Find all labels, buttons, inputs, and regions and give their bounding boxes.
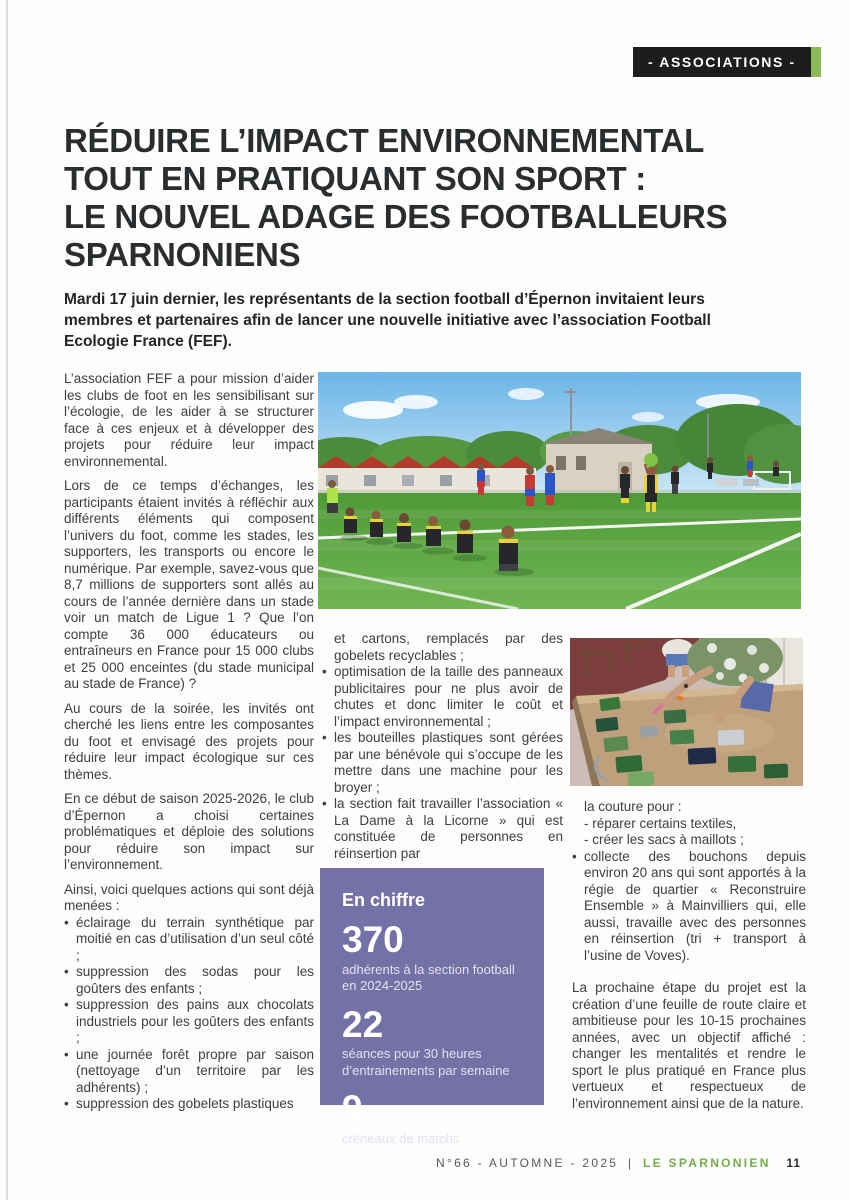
actions-list — [322, 664, 563, 862]
article-title-line: LE NOUVEL ADAGE DES FOOTBALLEURS — [64, 198, 728, 235]
football-match-photo — [318, 372, 801, 609]
list-item: • éclairage du terrain synthétique par moitié en cas d’utilisation d’un seul côté ; — [64, 915, 314, 965]
actions-list — [64, 915, 314, 1113]
stat-item — [342, 1090, 528, 1147]
paragraph: Lors de ce temps d’échanges, les participants étaient invités à réfléchir aux différents éléments qui composent l’univers du foot, comme les stades, les supporters, les transports ou encore le numérique. Par exemple, savez-vous que 8,7 millions de supporters sont allés au cours de l’année dernière dans un stade voir un match de Ligue 1 ? Que l’on compte 36 000 éducateurs ou entraîneurs en France pour 15 000 clubs et 25 000 enceintes (du stade municipal au stade de France) ? — [64, 478, 314, 691]
column-right — [572, 799, 806, 1112]
article-title-line: TOUT EN PRATIQUANT SON SPORT : — [64, 160, 646, 197]
column-left — [64, 371, 314, 1113]
section-badge-label: - ASSOCIATIONS - — [633, 47, 811, 77]
list-item: • suppression des gobelets plastiques — [64, 1096, 314, 1113]
paragraph: L’association FEF a pour mission d’aider les clubs de foot en les sensibilisant sur l’écologie, de les aider à se structurer face à ces enjeux et à développer des projets pour réduire leur impact environnemental. — [64, 371, 314, 469]
football-match-photo-illustration — [318, 372, 801, 609]
workshop-photo-illustration — [570, 638, 803, 786]
stats-box — [320, 868, 544, 1147]
workshop-photo — [570, 638, 803, 786]
section-badge-accent — [811, 47, 821, 77]
list-item: • suppression des sodas pour les goûters des enfants ; — [64, 964, 314, 997]
stat-value: 370 — [342, 919, 404, 960]
paragraph: En ce début de saison 2025-2026, le club d’Épernon a choisi certaines problématiques et déploie des solutions pour réduire son impact sur l’environnement. — [64, 791, 314, 872]
page-footer — [436, 1156, 801, 1170]
list-item: • les bouteilles plastiques sont gérées par une bénévole qui s’occupe de les mettre dans une machine pour les broyer ; — [322, 730, 563, 796]
paragraph-continuation: la couture pour : — [584, 799, 682, 814]
stat-label: séances pour 30 heures d’entrainements par semaine — [342, 1046, 510, 1078]
paragraph: Ainsi, voici quelques actions qui sont déjà menées : — [64, 881, 314, 913]
article-title — [64, 122, 774, 274]
footer-page-number: 11 — [786, 1156, 801, 1170]
footer-separator: | — [627, 1156, 634, 1170]
actions-list — [572, 849, 806, 965]
article-title-line: RÉDUIRE L’IMPACT ENVIRONNEMENTAL — [64, 122, 705, 159]
list-item: • collecte des bouchons depuis environ 20 ans qui sont apportés à la régie de quartier « Reconstruire Ensemble » à Mainvilliers qui, elle aussi, travaille avec des personnes en réinsertion (tri + transport à l’usine de Voves). — [572, 849, 806, 965]
paragraph: Au cours de la soirée, les invités ont cherché les liens entre les composantes du foot et envisagé des projets pour réduire leur impact écologique sur ces thèmes. — [64, 700, 314, 782]
stat-value: 9 — [342, 1088, 363, 1130]
article-intro: Mardi 17 juin dernier, les représentants de la section football d’Épernon invitaient leurs membres et partenaires afin de lancer une nouvelle initiative avec l’association Football Ecologie France (FEF). — [64, 291, 711, 350]
stat-item — [342, 1003, 528, 1080]
sub-item: - réparer certains textiles, — [584, 815, 737, 831]
page-edge-line — [6, 0, 8, 1200]
paragraph-continuation: et cartons, remplacés par des gobelets recyclables ; — [334, 631, 563, 663]
stat-label: créneaux de matchs — [342, 1131, 460, 1147]
list-item: • suppression des pains aux chocolats industriels pour les goûters des enfants ; — [64, 997, 314, 1047]
list-item: • optimisation de la taille des panneaux publicitaires pour ne plus avoir de chutes et donc limiter le coût et l’impact environnemental ; — [322, 664, 563, 730]
paragraph: La prochaine étape du projet est la création d’une feuille de route claire et ambitieuse pour les 10-15 prochaines années, avec un objectif affiché : changer les mentalités et rendre le sport le plus pratiqué en France plus vertueux et respectueux de l’environnement ainsi que de la nature. — [572, 980, 806, 1111]
stat-label: adhérents à la section football en 2024-2025 — [342, 961, 515, 994]
list-item: • la section fait travailler l’association « La Dame à la Licorne » qui est constituée de personnes en réinsertion par — [322, 796, 563, 862]
footer-magazine-name: LE SPARNONIEN — [642, 1156, 771, 1170]
footer-issue: N°66 - AUTOMNE - 2025 — [436, 1156, 619, 1170]
stat-value: 22 — [342, 1003, 384, 1045]
column-middle — [322, 631, 563, 862]
stat-item — [342, 921, 528, 995]
article-title-line: SPARNONIENS — [64, 236, 301, 273]
sub-item: - créer les sacs à maillots ; — [584, 832, 744, 847]
list-item: • une journée forêt propre par saison (nettoyage d’un territoire par les adhérents) ; — [64, 1047, 314, 1097]
stats-box-title: En chiffre — [342, 890, 426, 910]
section-badge — [633, 47, 821, 77]
